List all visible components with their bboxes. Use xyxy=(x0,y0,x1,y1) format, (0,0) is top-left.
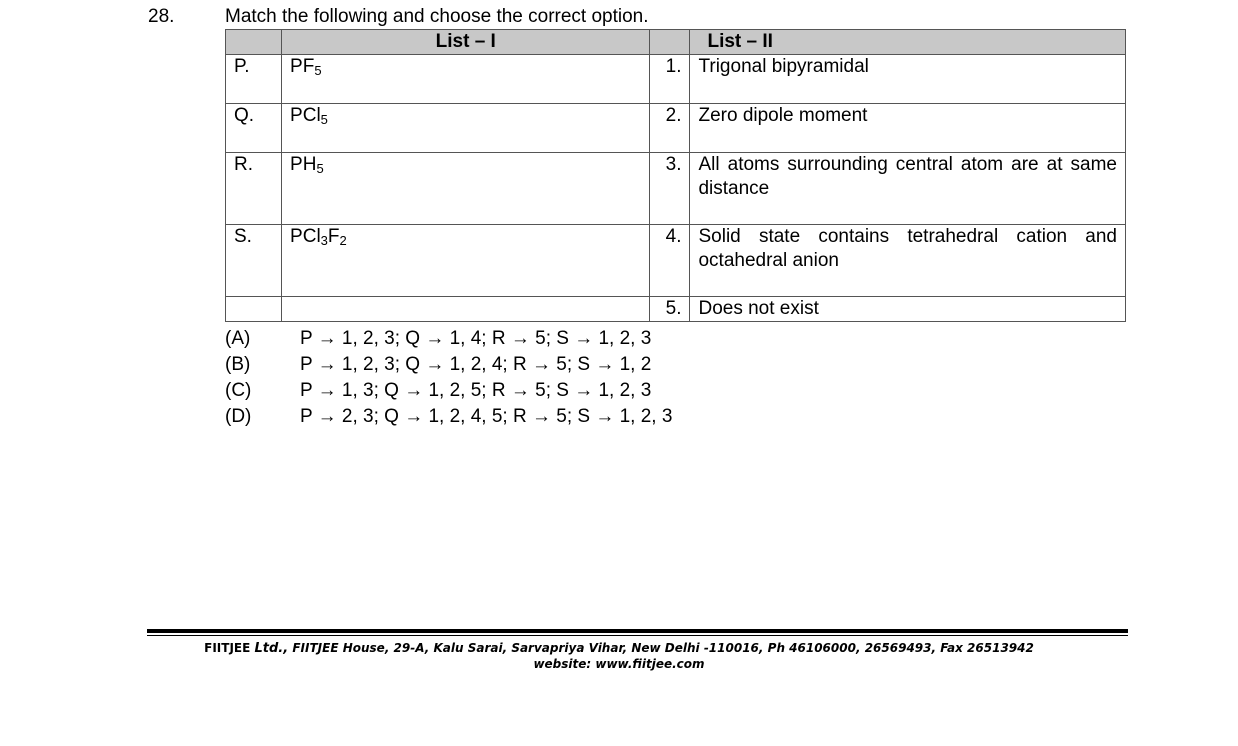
list2-description: All atoms surrounding central atom are at same distance xyxy=(690,153,1126,225)
option-b[interactable] xyxy=(225,352,672,378)
row-label: R. xyxy=(226,153,282,225)
footer-address: FIITJEE House, 29-A, Kalu Sarai, Sarvapriya Vihar, New Delhi -110016, Ph 46106000, 26569493, Fax 26513942 xyxy=(292,641,1034,655)
compound-name-part1: PCl xyxy=(290,226,321,247)
match-table xyxy=(225,29,1126,322)
compound-subscript-1: 3 xyxy=(320,233,328,248)
list1-item xyxy=(282,225,650,297)
option-d[interactable] xyxy=(225,404,672,430)
answer-options xyxy=(225,326,672,430)
question-number: 28. xyxy=(148,6,175,27)
compound-name: PF xyxy=(290,56,315,77)
list1-item xyxy=(282,55,650,104)
table-row xyxy=(226,225,1126,297)
list2-description: Does not exist xyxy=(690,297,1126,322)
option-text: P → 1, 3; Q → 1, 2, 5; R → 5; S → 1, 2, 3 xyxy=(300,380,652,401)
list2-number: 2. xyxy=(650,104,690,153)
list2-number: 4. xyxy=(650,225,690,297)
row-label xyxy=(226,297,282,322)
compound-subscript-2: 2 xyxy=(339,233,347,248)
footer-divider-thin xyxy=(147,635,1128,636)
option-label: (A) xyxy=(225,328,251,349)
row-label: S. xyxy=(226,225,282,297)
compound-name-part2: F xyxy=(327,226,340,247)
header-blank-cell xyxy=(226,30,282,55)
list2-description: Trigonal bipyramidal xyxy=(690,55,1126,104)
option-text: P → 2, 3; Q → 1, 2, 4, 5; R → 5; S → 1, 2, 3 xyxy=(300,406,673,427)
table-row xyxy=(226,153,1126,225)
list2-description: Zero dipole moment xyxy=(690,104,1126,153)
compound-name: PH xyxy=(290,154,317,175)
question-text: Match the following and choose the correct option. xyxy=(225,6,649,27)
compound-name: PCl xyxy=(290,105,321,126)
list2-number: 1. xyxy=(650,55,690,104)
option-a[interactable] xyxy=(225,326,672,352)
option-label: (B) xyxy=(225,354,251,375)
row-label: Q. xyxy=(226,104,282,153)
footer-divider-thick xyxy=(147,629,1128,633)
footer-website[interactable]: website: www.fiitjee.com xyxy=(533,657,705,671)
header-list1: List – I xyxy=(282,30,650,55)
compound-subscript: 5 xyxy=(314,63,322,78)
table-row xyxy=(226,55,1126,104)
list1-item xyxy=(282,104,650,153)
table-row xyxy=(226,104,1126,153)
compound-subscript: 5 xyxy=(320,112,328,127)
option-text: P → 1, 2, 3; Q → 1, 4; R → 5; S → 1, 2, 3 xyxy=(300,328,652,349)
header-list2: List – II xyxy=(690,30,1126,55)
list2-number: 5. xyxy=(650,297,690,322)
compound-subscript: 5 xyxy=(316,161,324,176)
footer-brand: FIITJEE xyxy=(204,641,251,655)
list1-item-empty xyxy=(282,297,650,322)
header-blank-cell xyxy=(650,30,690,55)
option-text: P → 1, 2, 3; Q → 1, 2, 4; R → 5; S → 1, 2 xyxy=(300,354,652,375)
table-row xyxy=(226,297,1126,322)
row-label: P. xyxy=(226,55,282,104)
footer-ltd: Ltd., xyxy=(254,641,289,656)
table-header-row xyxy=(226,30,1126,55)
list1-item xyxy=(282,153,650,225)
list2-number: 3. xyxy=(650,153,690,225)
option-c[interactable] xyxy=(225,378,672,404)
list2-description: Solid state contains tetrahedral cation and octahedral anion xyxy=(690,225,1126,297)
option-label: (C) xyxy=(225,380,252,401)
footer-address-line xyxy=(0,641,1238,656)
option-label: (D) xyxy=(225,406,252,427)
